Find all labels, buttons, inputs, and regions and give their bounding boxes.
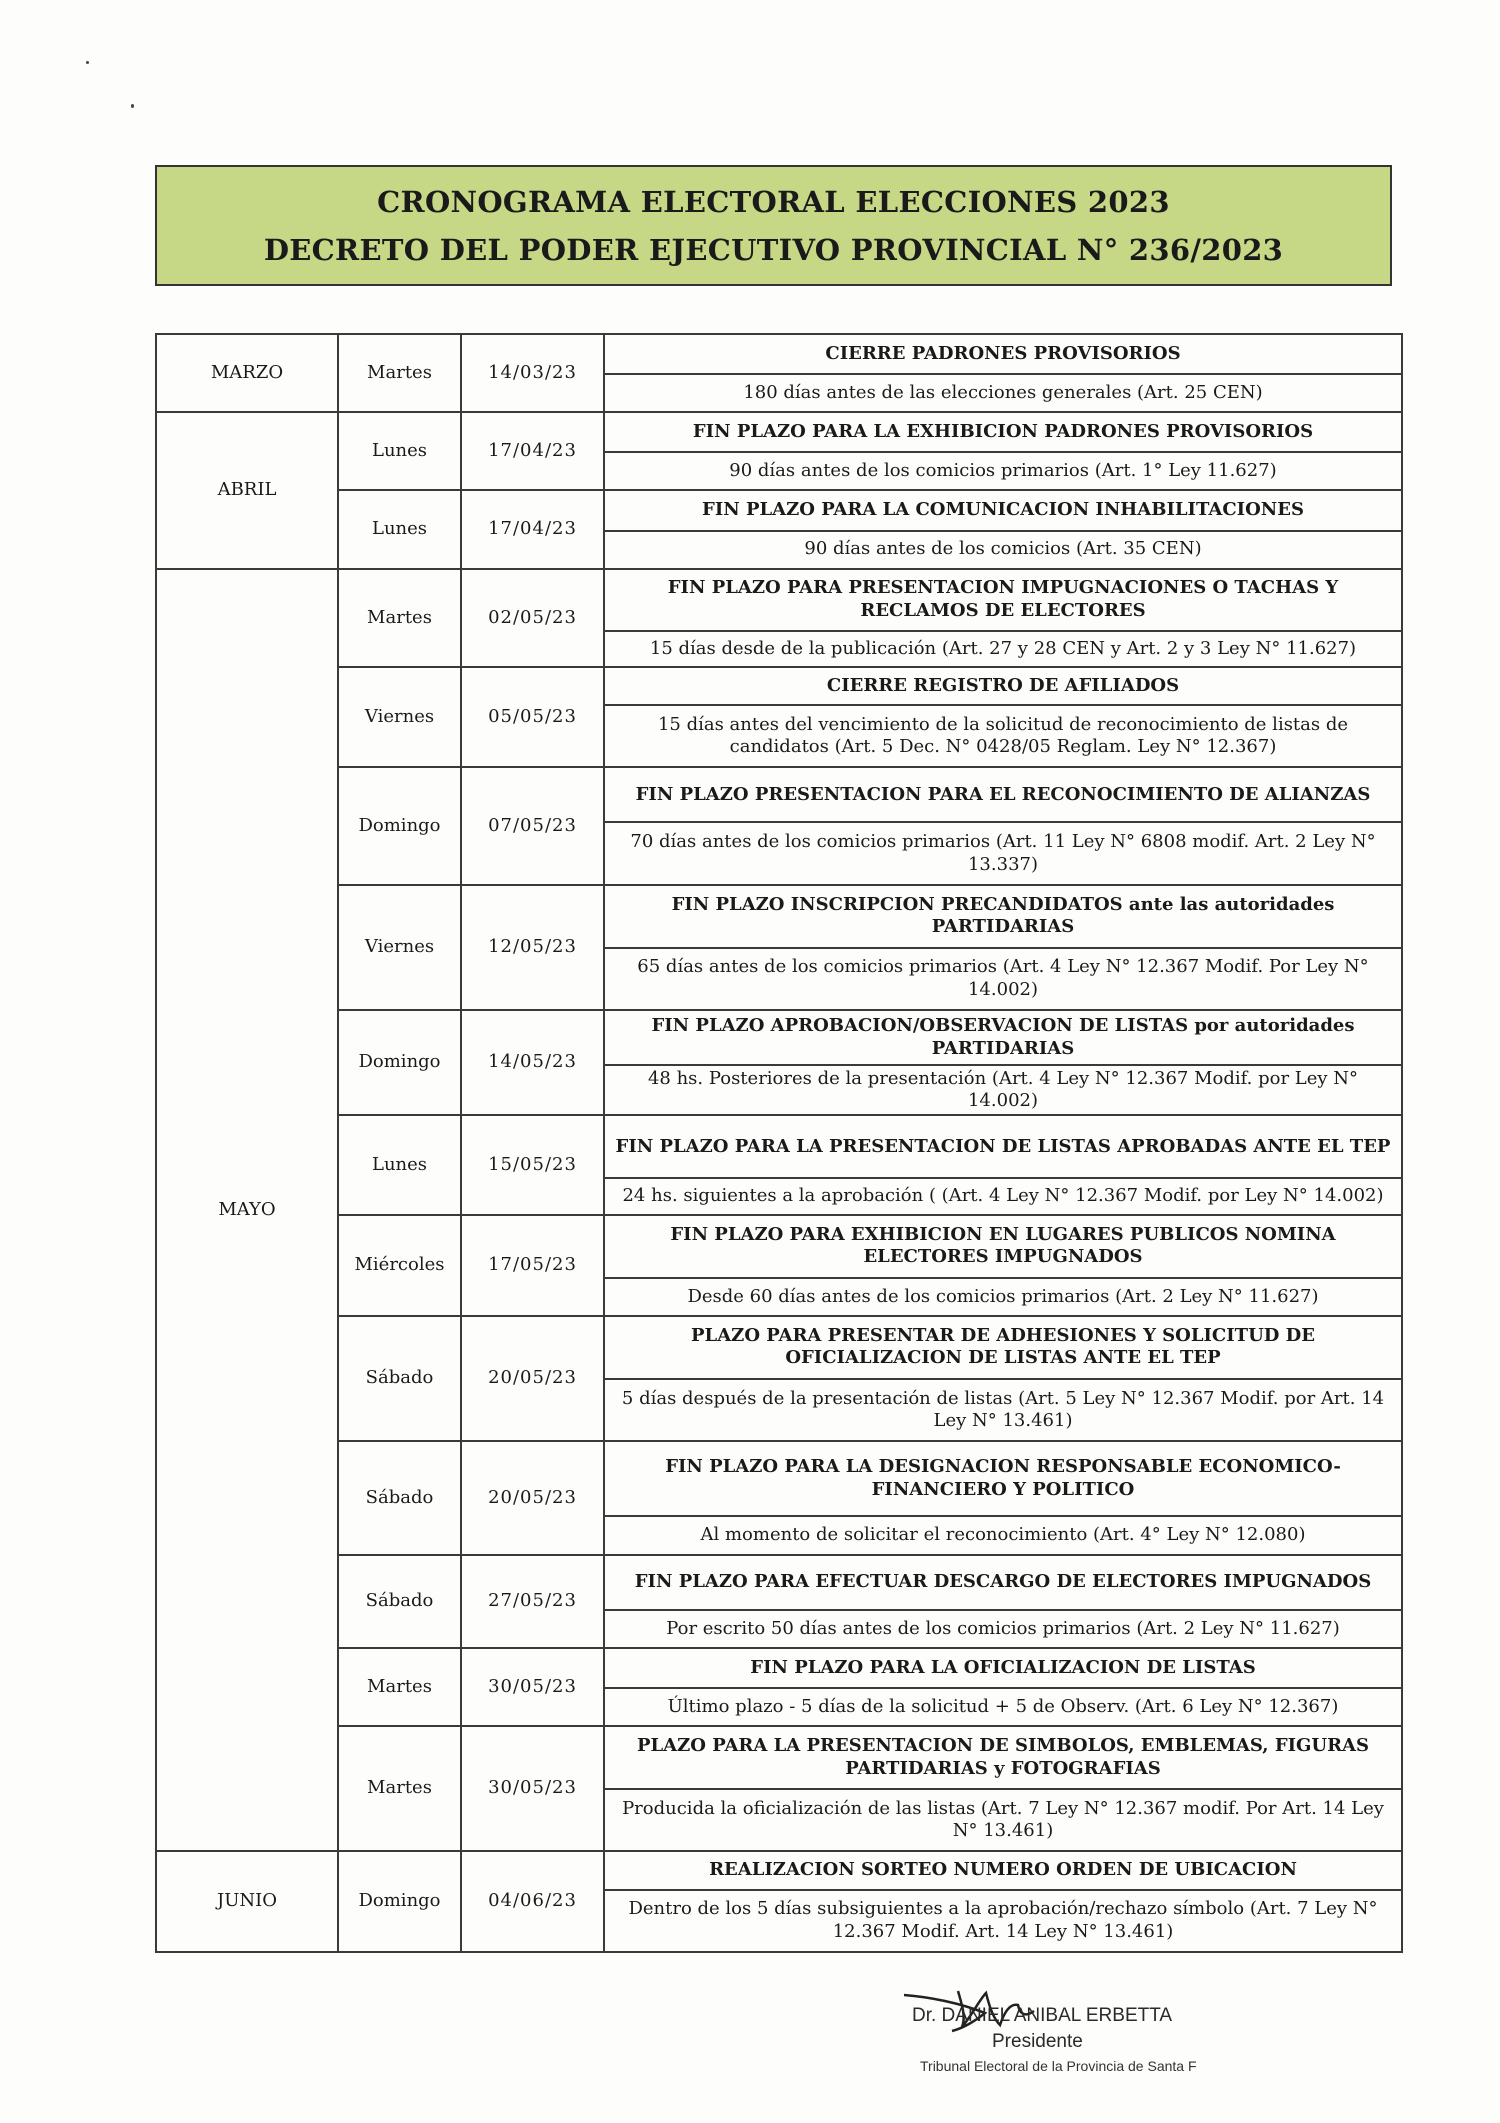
day-cell: Martes xyxy=(338,1648,461,1726)
table-row xyxy=(156,1441,1402,1516)
day-cell: Lunes xyxy=(338,1115,461,1214)
signer-title: Presidente xyxy=(992,2031,1083,2052)
date-cell: 20/05/23 xyxy=(461,1441,604,1554)
table-row xyxy=(156,667,1402,705)
date-cell: 20/05/23 xyxy=(461,1316,604,1441)
event-detail: Desde 60 días antes de los comicios primarios (Art. 2 Ley N° 11.627) xyxy=(604,1278,1402,1316)
day-cell: Sábado xyxy=(338,1441,461,1554)
date-cell: 14/03/23 xyxy=(461,334,604,412)
event-detail: Al momento de solicitar el reconocimiento (Art. 4° Ley N° 12.080) xyxy=(604,1516,1402,1554)
date-cell: 07/05/23 xyxy=(461,767,604,884)
event-detail: 24 hs. siguientes a la aprobación ( (Art. 4 Ley N° 12.367 Modif. por Ley N° 14.002) xyxy=(604,1178,1402,1214)
date-cell: 17/04/23 xyxy=(461,490,604,568)
table-row xyxy=(156,334,1402,374)
date-cell: 17/04/23 xyxy=(461,412,604,490)
table-row xyxy=(156,569,1402,631)
event-detail: 48 hs. Posteriores de la presentación (Art. 4 Ley N° 12.367 Modif. por Ley N° 14.002) xyxy=(604,1065,1402,1115)
month-cell: MAYO xyxy=(156,569,338,1852)
table-row xyxy=(156,1851,1402,1889)
event-detail: Por escrito 50 días antes de los comicios primarios (Art. 2 Ley N° 11.627) xyxy=(604,1610,1402,1648)
event-detail: Dentro de los 5 días subsiguientes a la aprobación/rechazo símbolo (Art. 7 Ley N° 12.367 Modif. Art. 14 Ley N° 13.461) xyxy=(604,1890,1402,1952)
day-cell: Domingo xyxy=(338,1851,461,1952)
signer-name: Dr. DANIEL ANIBAL ERBETTA xyxy=(912,2005,1173,2026)
event-detail: Producida la oficialización de las listas (Art. 7 Ley N° 12.367 modif. Por Art. 14 Ley N° 13.461) xyxy=(604,1789,1402,1851)
event-title: FIN PLAZO INSCRIPCION PRECANDIDATOS ante las autoridades PARTIDARIAS xyxy=(604,885,1402,948)
event-detail: 5 días después de la presentación de listas (Art. 5 Ley N° 12.367 Modif. por Art. 14 Ley N° 13.461) xyxy=(604,1379,1402,1441)
date-cell: 30/05/23 xyxy=(461,1726,604,1851)
date-cell: 12/05/23 xyxy=(461,885,604,1010)
day-cell: Domingo xyxy=(338,1010,461,1115)
date-cell: 02/05/23 xyxy=(461,569,604,667)
table-row xyxy=(156,1648,1402,1688)
table-row xyxy=(156,1726,1402,1789)
signer-organization: Tribunal Electoral de la Provincia de Santa F xyxy=(920,2058,1197,2074)
table-row xyxy=(156,767,1402,822)
day-cell: Lunes xyxy=(338,490,461,568)
month-cell: ABRIL xyxy=(156,412,338,568)
event-title: FIN PLAZO APROBACION/OBSERVACION DE LISTAS por autoridades PARTIDARIAS xyxy=(604,1010,1402,1065)
month-cell: MARZO xyxy=(156,334,338,412)
date-cell: 05/05/23 xyxy=(461,667,604,767)
table-row xyxy=(156,1316,1402,1379)
event-title: FIN PLAZO PARA EFECTUAR DESCARGO DE ELECTORES IMPUGNADOS xyxy=(604,1555,1402,1610)
event-title: FIN PLAZO PRESENTACION PARA EL RECONOCIMIENTO DE ALIANZAS xyxy=(604,767,1402,822)
scan-speck xyxy=(131,104,134,108)
event-detail: 90 días antes de los comicios primarios (Art. 1° Ley 11.627) xyxy=(604,452,1402,490)
event-title: FIN PLAZO PARA EXHIBICION EN LUGARES PUBLICOS NOMINA ELECTORES IMPUGNADOS xyxy=(604,1215,1402,1278)
event-detail: 180 días antes de las elecciones generales (Art. 25 CEN) xyxy=(604,374,1402,412)
signature-block xyxy=(900,1985,1200,2105)
event-detail: 15 días antes del vencimiento de la solicitud de reconocimiento de listas de candidatos (Art. 5 Dec. N° 0428/05 Reglam. Ley N° 12.367) xyxy=(604,705,1402,767)
date-cell: 27/05/23 xyxy=(461,1555,604,1648)
table-row xyxy=(156,1555,1402,1610)
day-cell: Sábado xyxy=(338,1316,461,1441)
event-detail: 65 días antes de los comicios primarios (Art. 4 Ley N° 12.367 Modif. Por Ley N° 14.002) xyxy=(604,948,1402,1010)
date-cell: 30/05/23 xyxy=(461,1648,604,1726)
table-row xyxy=(156,490,1402,530)
day-cell: Sábado xyxy=(338,1555,461,1648)
document-title: CRONOGRAMA ELECTORAL ELECCIONES 2023 xyxy=(377,184,1170,219)
day-cell: Lunes xyxy=(338,412,461,490)
event-title: FIN PLAZO PARA PRESENTACION IMPUGNACIONES O TACHAS Y RECLAMOS DE ELECTORES xyxy=(604,569,1402,631)
day-cell: Martes xyxy=(338,1726,461,1851)
event-title: PLAZO PARA PRESENTAR DE ADHESIONES Y SOLICITUD DE OFICIALIZACION DE LISTAS ANTE EL TEP xyxy=(604,1316,1402,1379)
event-detail: Último plazo - 5 días de la solicitud + 5 de Observ. (Art. 6 Ley N° 12.367) xyxy=(604,1688,1402,1726)
event-title: CIERRE PADRONES PROVISORIOS xyxy=(604,334,1402,374)
table-row xyxy=(156,412,1402,452)
day-cell: Miércoles xyxy=(338,1215,461,1316)
electoral-schedule-table xyxy=(155,333,1403,1953)
event-title: FIN PLAZO PARA LA EXHIBICION PADRONES PROVISORIOS xyxy=(604,412,1402,452)
event-title: FIN PLAZO PARA LA OFICIALIZACION DE LISTAS xyxy=(604,1648,1402,1688)
date-cell: 17/05/23 xyxy=(461,1215,604,1316)
decree-subtitle: DECRETO DEL PODER EJECUTIVO PROVINCIAL N° 236/2023 xyxy=(263,232,1284,267)
table-row xyxy=(156,885,1402,948)
day-cell: Viernes xyxy=(338,667,461,767)
date-cell: 15/05/23 xyxy=(461,1115,604,1214)
date-cell: 04/06/23 xyxy=(461,1851,604,1952)
day-cell: Martes xyxy=(338,569,461,667)
table-row xyxy=(156,1010,1402,1065)
event-title: FIN PLAZO PARA LA DESIGNACION RESPONSABLE ECONOMICO-FINANCIERO Y POLITICO xyxy=(604,1441,1402,1516)
event-title: FIN PLAZO PARA LA PRESENTACION DE LISTAS APROBADAS ANTE EL TEP xyxy=(604,1115,1402,1178)
event-detail: 70 días antes de los comicios primarios (Art. 11 Ley N° 6808 modif. Art. 2 Ley N° 13.337) xyxy=(604,822,1402,884)
event-detail: 15 días desde de la publicación (Art. 27 y 28 CEN y Art. 2 y 3 Ley N° 11.627) xyxy=(604,631,1402,667)
event-title: CIERRE REGISTRO DE AFILIADOS xyxy=(604,667,1402,705)
day-cell: Viernes xyxy=(338,885,461,1010)
event-title: REALIZACION SORTEO NUMERO ORDEN DE UBICACION xyxy=(604,1851,1402,1889)
date-cell: 14/05/23 xyxy=(461,1010,604,1115)
header-banner xyxy=(155,165,1392,286)
event-detail: 90 días antes de los comicios (Art. 35 CEN) xyxy=(604,531,1402,569)
scan-speck xyxy=(86,61,89,64)
table-row xyxy=(156,1115,1402,1178)
day-cell: Martes xyxy=(338,334,461,412)
month-cell: JUNIO xyxy=(156,1851,338,1952)
table-row xyxy=(156,1215,1402,1278)
event-title: PLAZO PARA LA PRESENTACION DE SIMBOLOS, EMBLEMAS, FIGURAS PARTIDARIAS y FOTOGRAFIAS xyxy=(604,1726,1402,1789)
day-cell: Domingo xyxy=(338,767,461,884)
event-title: FIN PLAZO PARA LA COMUNICACION INHABILITACIONES xyxy=(604,490,1402,530)
